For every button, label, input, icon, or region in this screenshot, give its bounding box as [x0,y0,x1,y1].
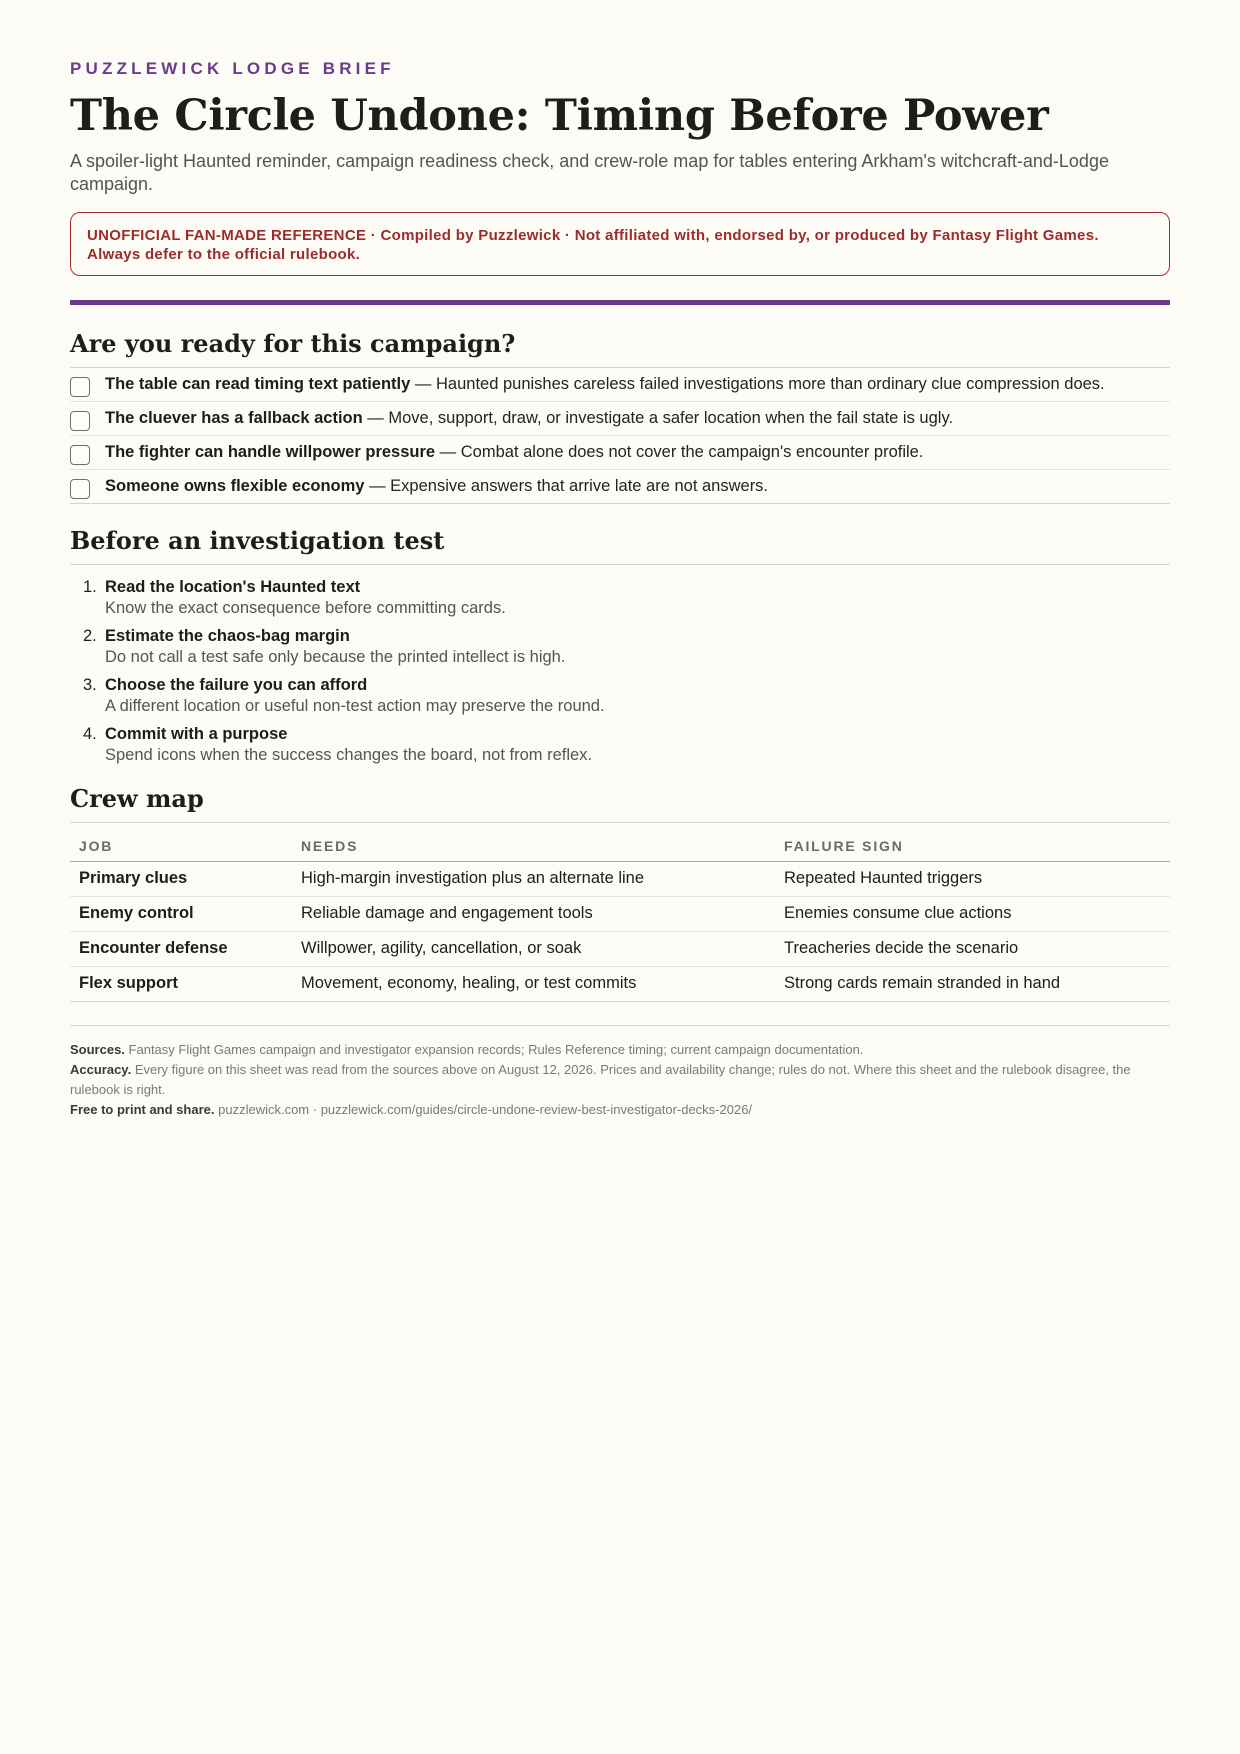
footer-accuracy [70,1060,1170,1100]
cell-needs: Movement, economy, healing, or test commits [292,966,775,1001]
cell-needs: Reliable damage and engagement tools [292,896,775,931]
checklist-item-desc: Haunted punishes careless failed investigations more than ordinary clue compression does. [436,375,1105,393]
checklist-item-desc: Expensive answers that arrive late are not answers. [390,477,769,495]
step-title: Choose the failure you can afford [105,676,368,694]
checklist-item-label: The fighter can handle willpower pressure [105,443,436,461]
step-desc: Spend icons when the success changes the board, not from reflex. [105,746,593,764]
investigation-steps [70,577,1170,766]
page-title: The Circle Undone: Timing Before Power [70,91,1049,141]
checklist-item-desc: Combat alone does not cover the campaign's encounter profile. [460,443,924,461]
checklist-item-desc: Move, support, draw, or investigate a safer location when the fail state is ugly. [388,409,954,427]
disclaimer-box: UNOFFICIAL FAN-MADE REFERENCE · Compiled by Puzzlewick · Not affiliated with, endorsed by, or produced by Fantasy Flight Games. Always defer to the official rulebook. [70,212,1170,276]
checklist-item-label: The table can read timing text patiently [105,375,411,393]
cell-failure: Treacheries decide the scenario [775,931,1170,966]
footer [70,1025,1170,1120]
cell-failure: Repeated Haunted triggers [775,861,1170,896]
cell-needs: Willpower, agility, cancellation, or soak [292,931,775,966]
cell-job: Primary clues [70,861,292,896]
checkbox[interactable] [70,411,90,431]
cell-job: Encounter defense [70,931,292,966]
column-header-failure: FAILURE SIGN [775,823,1170,861]
table-row [70,861,1170,896]
cell-failure: Strong cards remain stranded in hand [775,966,1170,1001]
table-row [70,966,1170,1001]
checklist-item [70,436,1170,470]
readiness-heading: Are you ready for this campaign? [70,329,1170,368]
step-number: 4. [83,725,97,743]
step-number: 1. [83,578,97,596]
page-subtitle: A spoiler-light Haunted reminder, campaign readiness check, and crew-role map for tables entering Arkham's witchcraft-and-Lodge campaign. [70,151,1109,194]
checkbox[interactable] [70,479,90,499]
step-item [83,724,1170,766]
checklist-item [70,402,1170,436]
step-desc: A different location or useful non-test action may preserve the round. [105,697,605,715]
investigation-heading: Before an investigation test [70,526,1170,565]
table-row [70,896,1170,931]
cell-needs: High-margin investigation plus an alternate line [292,861,775,896]
step-item [83,626,1170,668]
brand-kicker: PUZZLEWICK LODGE BRIEF [70,59,395,78]
table-header-row [70,823,1170,861]
accuracy-text: Every figure on this sheet was read from the sources above on August 12, 2026. Prices and availability change; rules do not. Where this sheet and the rulebook disagree, the rulebook is right. [70,1061,1131,1097]
column-header-needs: NEEDS [292,823,775,861]
step-desc: Do not call a test safe only because the printed intellect is high. [105,648,566,666]
checkbox[interactable] [70,377,90,397]
separator: — [414,375,432,393]
checklist-item [70,470,1170,504]
checklist-item [70,368,1170,402]
footer-share [70,1100,1170,1120]
table-row [70,931,1170,966]
crew-table [70,823,1170,1002]
section-divider [70,300,1170,305]
step-title: Estimate the chaos-bag margin [105,627,350,645]
step-item [83,577,1170,619]
separator: — [367,409,384,427]
accuracy-label: Accuracy. [70,1061,132,1077]
step-item [83,675,1170,717]
cell-job: Enemy control [70,896,292,931]
step-title: Read the location's Haunted text [105,578,361,596]
share-label: Free to print and share. [70,1101,215,1117]
share-text: puzzlewick.com · puzzlewick.com/guides/circle-undone-review-best-investigator-decks-2026/ [218,1101,753,1117]
step-number: 3. [83,676,97,694]
step-number: 2. [83,627,97,645]
cell-job: Flex support [70,966,292,1001]
separator: — [369,477,386,495]
footer-sources [70,1040,1170,1060]
crew-heading: Crew map [70,784,1170,823]
step-title: Commit with a purpose [105,725,288,743]
cell-failure: Enemies consume clue actions [775,896,1170,931]
column-header-job: JOB [70,823,292,861]
separator: — [439,443,457,461]
checklist-item-label: The cluever has a fallback action [105,409,363,427]
sources-label: Sources. [70,1041,125,1057]
checklist-item-label: Someone owns flexible economy [105,477,365,495]
sources-text: Fantasy Flight Games campaign and investigator expansion records; Rules Reference timing; current campaign documentation. [128,1041,864,1057]
checkbox[interactable] [70,445,90,465]
readiness-checklist [70,368,1170,504]
step-desc: Know the exact consequence before committing cards. [105,599,506,617]
